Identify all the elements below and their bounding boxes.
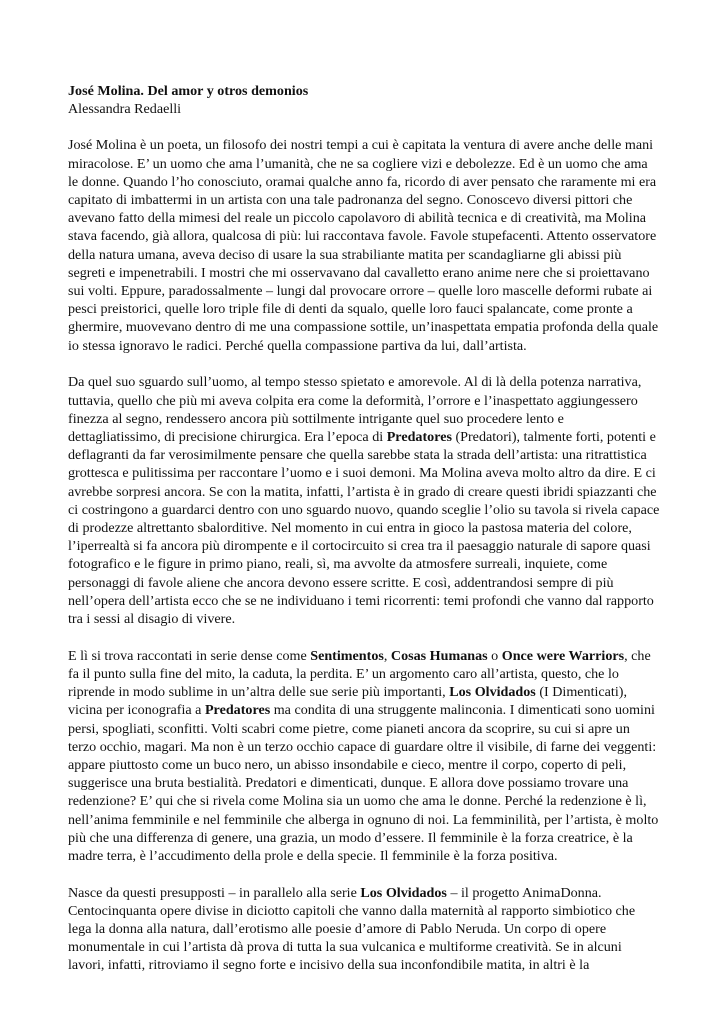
paragraph-text: ma condita di una struggente malinconia. I dimenticati sono uomini persi, spogliati, sconfitti. Volti scabri come pietre, come pianeti ancora da scoprire, su cui si apre un terzo occhio, magari. Ma non è un terzo occhio capace di guardare oltre il visibile, di farne dei veggenti: appare piuttosto come un buco nero, un abisso insondabile e cieco, mentre il corpo, coperto di peli, suggerisce una bruta bestialità. Predatori e dimenticati, dunque. E allora dove possiamo trovare una redenzione? E’ qui che si rivela come Molina sia un uomo che ama le donne. Perché la redenzione è lì, nell’anima femminile e nel femminile che alberga in ognuno di noi. La femminilità, per l’artista, è molto più che una differenza di genere, una grazia, un modo d’essere. Il femminile è la forza creatrice, è la madre terra, è l’accudimento della prole e della specie. Il femminile è la forza positiva. [68,702,659,864]
paragraph [68,373,660,628]
paragraph [68,136,660,354]
paragraph-text: , che fa il punto sulla fine del mito, la caduta, la perdita. E’ un argomento caro all’artista, questo, che lo riprende in modo sublime in un’altra delle sue serie più importanti, [68,647,651,701]
document-author: Alessandra Redaelli [68,101,182,118]
paragraph-text: – il progetto AnimaDonna. Centocinquanta opere divise in diciotto capitoli che vanno dalla maternità al rapporto simbiotico che lega la donna alla natura, dall’erotismo alle poesie d’amore di Pablo Neruda. Un corpo di opere monumentale in cui l’artista dà prova di tutta la sua vulcanica e multiforme creatività. Se in alcuni lavori, infatti, ritroviamo il segno forte e incisivo della sua inconfondibile matita, in altri è la [68,884,636,974]
bold-title-text: Once were Warriors [501,647,625,664]
paragraph-text: José Molina è un poeta, un filosofo dei nostri tempi a cui è capitata la ventura di avere anche delle mani miracolose. E’ un uomo che ama l’umanità, che ne sa cogliere vizi e debolezze. Ed è un uomo che ama le donne. Quando l’ho conosciuto, oramai qualche anno fa, ricordo di aver pensato che raramente mi era capitato di imbattermi in un artista con una tale padronanza del segno. Conoscevo diversi pittori che avevano fatto della mimesi del reale un piccolo capolavoro di abilità tecnica e di creatività, ma Molina stava facendo, già allora, qualcosa di più: lui raccontava favole. Favole stupefacenti. Attento osservatore della natura umana, aveva deciso di usare la sua strabiliante matita per scandagliarne gli abissi più segreti e impenetrabili. I mostri che mi osservavano dal cavalletto erano anime nere che si proiettavano sui volti. Eppure, paradossalmente – lungi dal provocare orrore – quelle loro mascelle deformi rubate ai pesci preistorici, quelle loro triple file di denti da squalo, quelle loro fauci spalancate, come pronte a ghermire, muovevano dentro di me una compassione sottile, un’inaspettata empatia profonda della quale io stessa ignoravo le radici. Perché quella compassione partiva da lui, dall’artista. [68,137,659,354]
paragraph-text: E lì si trova raccontati in serie dense come [68,647,311,664]
paragraph-text: Da quel suo sguardo sull’uomo, al tempo stesso spietato e amorevole. Al di là della potenza narrativa, tuttavia, quello che più mi aveva colpita era come la deformità, l’orrore e l’inaspettato aggiungessero finezza al segno, rendessero ancora più sottilmente intrigante quel suo procedere lento e dettagliatissimo, di precisione chirurgica. Era l’epoca di [68,374,642,445]
paragraph [68,884,660,975]
document-body [68,136,660,974]
bold-title-text: Predatores [386,428,452,445]
paragraph [68,647,660,865]
bold-title-text: Sentimentos [310,647,384,664]
paragraph-text: , [383,647,391,664]
paragraph-text: (Predatori), talmente forti, potenti e deflagranti da far verosimilmente pensare che quella sarebbe stata la strada dell’artista: una ritrattistica grottesca e pulitissima per raccontare l’uomo e i suoi demoni. Ma Molina aveva molto altro da dire. E ci avrebbe sorpresi ancora. Se con la matita, infatti, l’artista è in grado di creare questi ibridi spiazzanti che ci costringono a guardarci dentro con uno sguardo nuovo, quando sceglie l’olio su tavola si rivela capace di prodezze altrettanto sbalorditive. Nel momento in cui entra in gioco la pastosa materia del colore, l’iperrealtà si fa ancora più dirompente e il cortocircuito si crea tra il paesaggio naturale di sapore quasi fotografico e le figure in primo piano, reali, sì, ma avvolte da atmosfere surreali, inquiete, come personaggi di favole aliene che ancora devono essere scritte. E così, addentrandosi sempre di più nell’opera dell’artista ecco che se ne individuano i temi ricorrenti: temi profondi che vanno dal rapporto tra i sessi al disagio di vivere. [68,428,660,627]
bold-title-text: Predatores [204,702,271,719]
paragraph-text: Nasce da questi presupposti – in parallelo alla serie [68,884,361,901]
paragraph-text: o [487,647,502,664]
paragraph-text: (I Dimenticati), vicina per iconografia a [68,684,627,719]
bold-title-text: Cosas Humanas [390,647,488,664]
document-page [68,82,660,993]
document-title: José Molina. Del amor y otros demonios [68,83,309,99]
bold-title-text: Los Olvidados [360,884,447,901]
bold-title-text: Los Olvidados [449,684,536,701]
